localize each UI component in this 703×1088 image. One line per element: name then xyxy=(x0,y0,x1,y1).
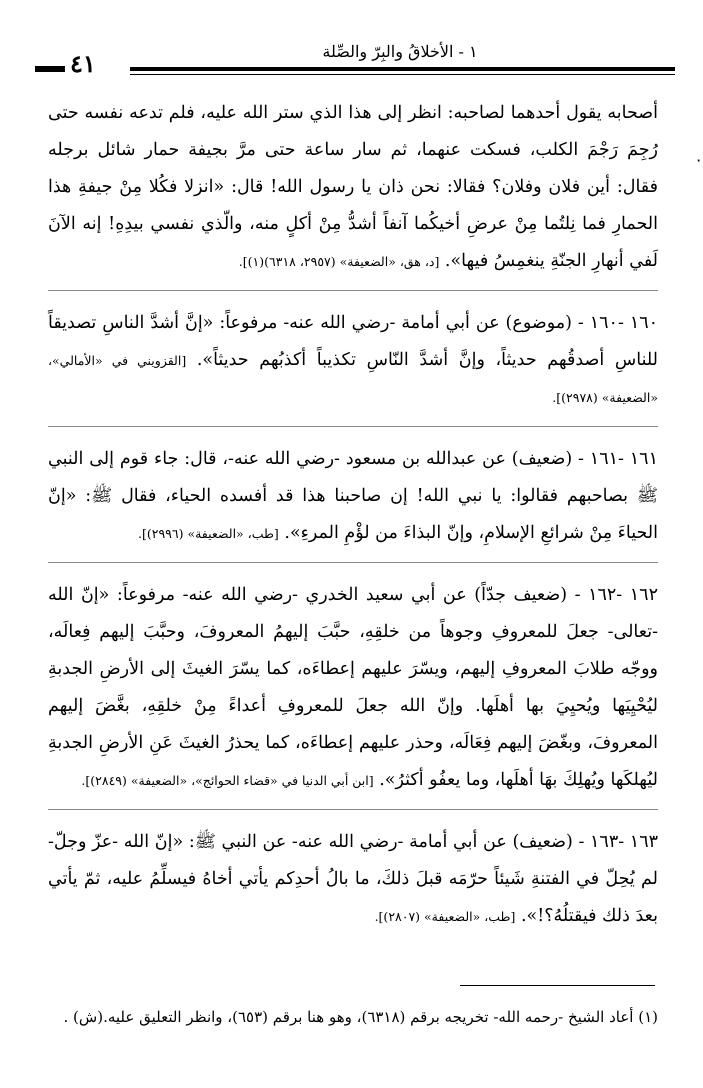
citation: [د، هق، «الضعيفة» (٢٩٥٧، ٦٣١٨)(١)]. xyxy=(238,254,440,269)
hadith-text: ١٦٠ -١٦٠ - (موضوع) عن أبي أمامة -رضي الله عنه- مرفوعاً: «إنَّ أشدَّ الناسِ تصديقاً للناسِ أصدقُهم حديثاً، وإنَّ أشدَّ النّاسِ تكذيباً أكذبُهم حديثاً». xyxy=(48,313,659,370)
footnote-separator xyxy=(460,985,655,986)
section-divider xyxy=(48,562,658,563)
paragraph-text: أصحابه يقول أحدهما لصاحبه: انظر إلى هذا الذي ستر الله عليه، فلم تدعه نفسه حتى رُجِمَ رَجْمَ الكلب، فسكت عنهما، ثم سار ساعة حتى مرَّ بجيفة حمار شائل برجله فقال: أين فلان وفلان؟ فقالا: نحن ذان يا رسول الله! قال: «انزلا فكُلا مِنْ جيفةِ هذا الحمارِ فما نِلتُما مِنْ عرضِ أخيكُما آنفاً أشدُّ مِنْ أكلٍ منه، والّذي نفسي بيدِهِ! إنه الآنَ لَفي أنهارِ الجنّةِ ينغمِسُ فيها». xyxy=(48,103,658,271)
paragraph-continuation xyxy=(48,95,658,280)
footnote: (١) أعاد الشيخ -رحمه الله- تخريجه برقم (٦٣١٨)، وهو هنا برقم (٦٥٣)، وانظر التعليق عليه.(ش) . xyxy=(63,1008,658,1026)
hadith-162 xyxy=(48,577,658,799)
hadith-text: ١٦٣ -١٦٣ - (ضعيف) عن أبي أمامة -رضي الله عنه- عن النبي ﷺ: «إنّ الله -عزّ وجلّ- لم يُحِلّ في الفتنةِ شَيئاً حرّمَه قبلَ ذلكَ، ما بالُ أحدِكم يأتي أخاهُ فيسلِّمُ عليه، ثمّ يأتي بعدَ ذلك فيقتلُهُ؟!». xyxy=(48,832,658,926)
header-rule-thin xyxy=(130,74,675,75)
page-number: ٤١ xyxy=(70,49,96,78)
page-header xyxy=(30,42,675,82)
section-divider xyxy=(48,290,658,291)
page-body xyxy=(48,95,658,945)
header-rule-short xyxy=(35,66,65,72)
hadith-163 xyxy=(48,824,658,935)
citation: [طب، «الضعيفة» (٢٩٩٦)]. xyxy=(138,526,279,541)
section-divider xyxy=(48,809,658,810)
citation: [طب، «الضعيفة» (٢٨٠٧)]. xyxy=(374,909,516,924)
hadith-160 xyxy=(48,305,658,416)
hadith-text: ١٦١ -١٦١ - (ضعيف) عن عبدالله بن مسعود -رضي الله عنه-، قال: جاء قوم إلى النبي ﷺ بصاحبهم فقالوا: يا نبي الله! إن صاحبنا هذا قد أفسده الحياء، فقال ﷺ: «إنّ الحياءَ مِنْ شرائعِ الإسلامِ، وإنّ البذاءَ من لؤْمِ المرءِ». xyxy=(48,449,658,543)
citation: [القزويني في «الأمالي»، «الضعيفة» (٢٩٧٨)]. xyxy=(48,353,658,405)
header-rule-thick xyxy=(130,67,675,71)
hadith-161 xyxy=(48,441,658,552)
citation: [ابن أبي الدنيا في «قضاء الحوائج»، «الضعيفة» (٢٨٤٩)]. xyxy=(81,773,374,788)
running-title: ١ - الأخلاقُ والبِرّ والصِّلة xyxy=(322,42,478,61)
margin-mark: ۰ xyxy=(694,150,703,169)
section-divider xyxy=(48,426,658,427)
hadith-text: ١٦٢ -١٦٢ - (ضعيف جدّاً) عن أبي سعيد الخدري -رضي الله عنه- مرفوعاً: «إنّ الله -تعالى- جعلَ للمعروفِ وجوهاً من خلقِهِ، حبَّبَ إليهمُ المعروفَ، وحبَّبَ إليهم فِعالَه، ووجّه طلابَ المعروفِ إليهم، ويسّرَ عليهم إعطاءَه، كما يسّرَ الغيثَ إلى الأرضِ الجدبةِ ليُحْيِيَها ويُحيِيَ بها أهلَها. وإنّ الله جعلَ للمعروفِ أعداءً مِنْ خلقِهِ، بغَّضَ إليهم المعروفَ، وبغّضَ إليهم فِعَالَه، وحذر عليهم إعطاءَه، كما يحذرُ الغيثَ عَنِ الأرضِ الجدبةِ ليُهلكَها ويُهلِكَ بهَا أهلَها، وما يعفُو أكثرُ». xyxy=(48,585,658,790)
